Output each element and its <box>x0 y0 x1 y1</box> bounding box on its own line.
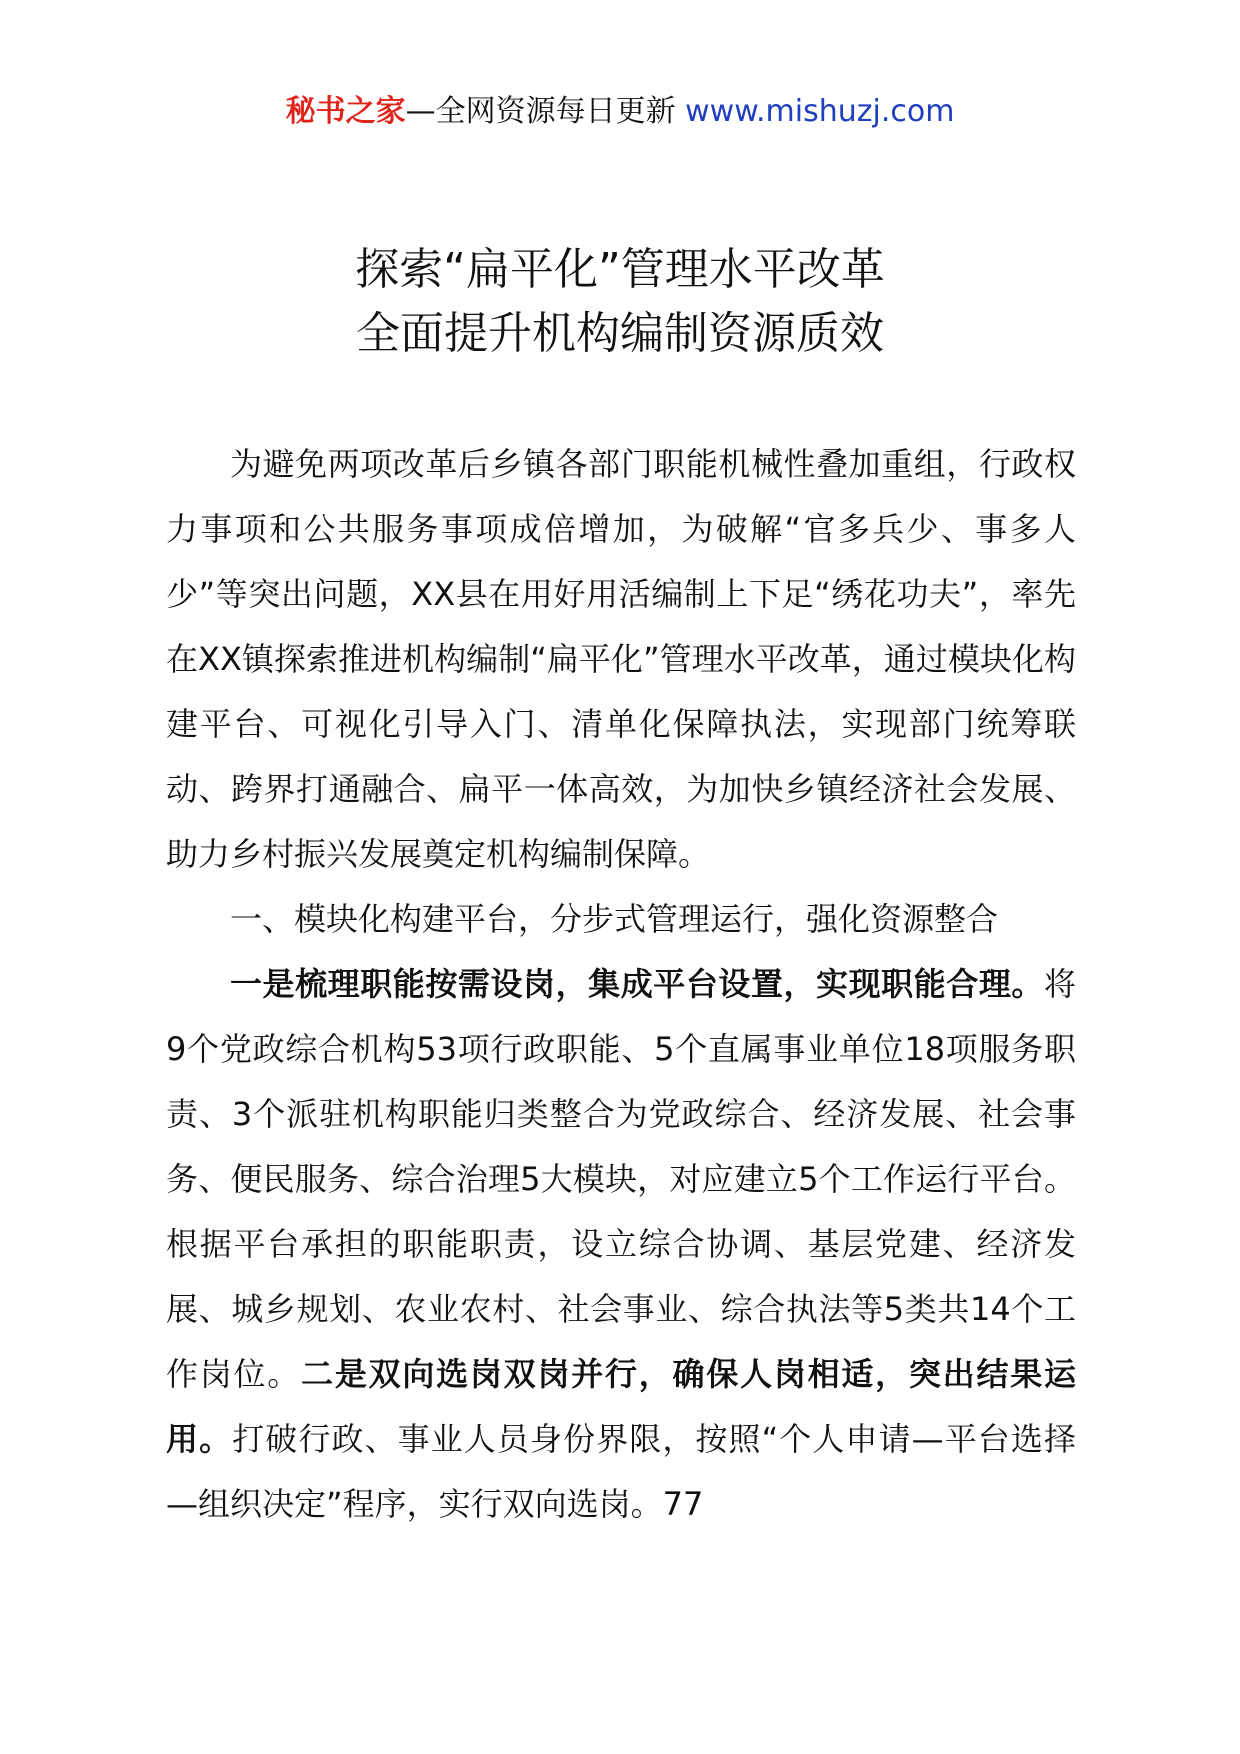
document-title <box>0 238 1240 366</box>
title-line-1: 探索“扁平化”管理水平改革 <box>355 244 885 295</box>
intro-paragraph: 为避免两项改革后乡镇各部门职能机械性叠加重组，行政权力事项和公共服务事项成倍增加，为破解“官多兵少、事多人少”等突出问题，XX县在用好用活编制上下足“绣花功夫”，率先在XX镇探索推进机构编制“扁平化”管理水平改革，通过模块化构建平台、可视化引导入门、清单化保障执法，实现部门统筹联动、跨界打通融合、扁平一体高效，为加快乡镇经济社会发展、助力乡村振兴发展奠定机构编制保障。 <box>166 445 1076 873</box>
point-2-text: 打破行政、事业人员身份界限，按照“个人申请—平台选择—组织决定”程序，实行双向选岗。77 <box>166 1420 1076 1523</box>
point-1-text: 将9个党政综合机构53项行政职能、5个直属事业单位18项服务职责、3个派驻机构职能归类整合为党政综合、经济发展、社会事务、便民服务、综合治理5大模块，对应建立5个工作运行平台。根据平台承担的职能职责，设立综合协调、基层党建、经济发展、城乡规划、农业农村、社会事业、综合执法等5类共14个工作岗位。 <box>166 965 1076 1393</box>
site-url-link[interactable]: www.mishuzj.com <box>685 94 955 129</box>
header-tagline: —全网资源每日更新 <box>405 94 686 129</box>
section-heading-1: 一、模块化构建平台，分步式管理运行，强化资源整合 <box>230 900 999 938</box>
point-paragraph <box>166 952 1076 1537</box>
brand-name: 秘书之家 <box>285 94 406 129</box>
point-2-heading: 二是双向选岗双岗并行，确保人岗相适，突出结果运用。 <box>166 1355 1076 1458</box>
site-header <box>0 92 1240 132</box>
title-line-2: 全面提升机构编制资源质效 <box>356 308 884 359</box>
document-body <box>166 432 1076 1537</box>
point-1-heading: 一是梳理职能按需设岗，集成平台设置，实现职能合理。 <box>230 965 1044 1003</box>
